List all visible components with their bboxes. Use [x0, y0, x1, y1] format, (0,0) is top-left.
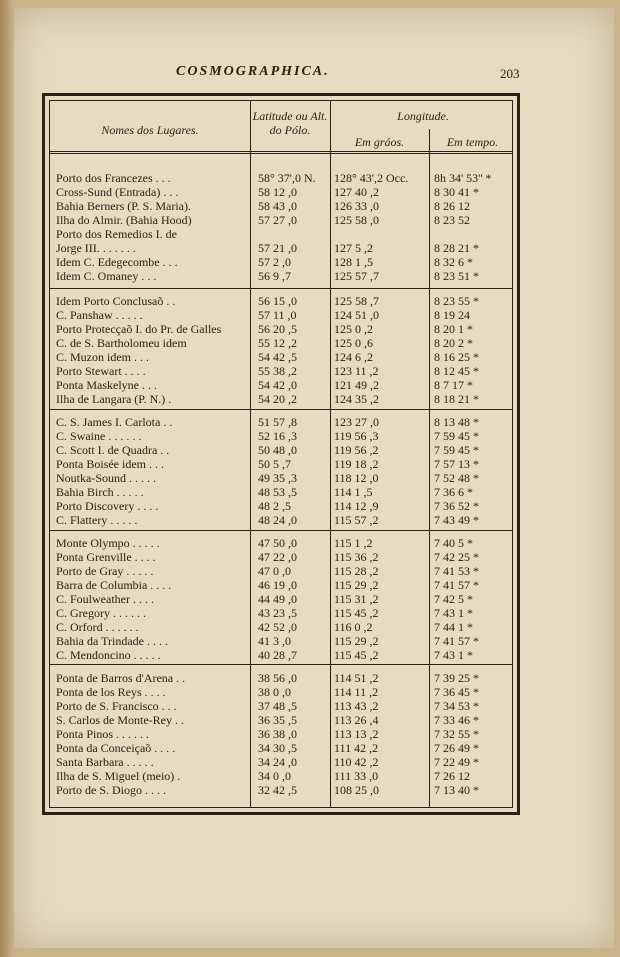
- longitude-degrees: 119 56 ,2: [334, 443, 379, 457]
- table-row: [50, 769, 512, 783]
- book-spine: [0, 0, 14, 957]
- table-row: [50, 536, 512, 550]
- latitude: 50 48 ,0: [258, 443, 297, 457]
- longitude-time: 8 18 21 *: [434, 392, 479, 406]
- place-name: Porto de S. Francisco . . .: [56, 699, 177, 713]
- place-name: Barra de Columbia . . . .: [56, 578, 172, 592]
- longitude-time: 7 34 53 *: [434, 699, 479, 713]
- latitude: 55 38 ,2: [258, 364, 297, 378]
- latitude: 48 24 ,0: [258, 513, 297, 527]
- latitude: 57 11 ,0: [258, 308, 297, 322]
- latitude: 48 2 ,5: [258, 499, 291, 513]
- place-name: C. Mendoncino . . . . .: [56, 648, 161, 662]
- longitude-degrees: 127 40 ,2: [334, 185, 379, 199]
- table-row: [50, 429, 512, 443]
- longitude-time: 8 16 25 *: [434, 350, 479, 364]
- table-row: [50, 755, 512, 769]
- longitude-time: 7 36 52 *: [434, 499, 479, 513]
- longitude-degrees: 125 0 ,6: [334, 336, 373, 350]
- place-name: Ponta Boisée idem . . .: [56, 457, 164, 471]
- longitude-degrees: 115 1 ,2: [334, 536, 373, 550]
- latitude: 54 42 ,0: [258, 378, 297, 392]
- latitude: 47 22 ,0: [258, 550, 297, 564]
- place-name: Monte Olympo . . . . .: [56, 536, 160, 550]
- longitude-time: 7 26 49 *: [434, 741, 479, 755]
- place-name: Idem C. Edegecombe . . .: [56, 255, 178, 269]
- latitude: 54 20 ,2: [258, 392, 297, 406]
- table-row: [50, 648, 512, 662]
- latitude: 56 20 ,5: [258, 322, 297, 336]
- table-row: [50, 564, 512, 578]
- longitude-degrees: 114 11 ,2: [334, 685, 379, 699]
- table-row: [50, 415, 512, 429]
- longitude-degrees: 115 45 ,2: [334, 606, 379, 620]
- table-row: [50, 620, 512, 634]
- longitude-time: 7 43 49 *: [434, 513, 479, 527]
- latitude: 40 28 ,7: [258, 648, 297, 662]
- latitude: 50 5 ,7: [258, 457, 291, 471]
- longitude-degrees: 127 5 ,2: [334, 241, 373, 255]
- place-name: C. Gregory . . . . . .: [56, 606, 146, 620]
- table-row: [50, 378, 512, 392]
- longitude-degrees: 113 43 ,2: [334, 699, 379, 713]
- place-name: Cross-Sund (Entrada) . . .: [56, 185, 179, 199]
- longitude-time: 8 28 21 *: [434, 241, 479, 255]
- longitude-time: 8 13 48 *: [434, 415, 479, 429]
- place-name: Porto Protecçaõ I. do Pr. de Galles: [56, 322, 222, 336]
- header-rule: [50, 151, 512, 154]
- table-row: [50, 471, 512, 485]
- longitude-degrees: 114 51 ,2: [334, 671, 379, 685]
- place-name: C. Panshaw . . . . .: [56, 308, 143, 322]
- table-row: [50, 727, 512, 741]
- longitude-time: 7 39 25 *: [434, 671, 479, 685]
- longitude-degrees: 110 42 ,2: [334, 755, 379, 769]
- latitude: 58 43 ,0: [258, 199, 297, 213]
- table-row: [50, 485, 512, 499]
- longitude-time: 7 36 45 *: [434, 685, 479, 699]
- longitude-degrees: 111 33 ,0: [334, 769, 379, 783]
- longitude-degrees: 115 45 ,2: [334, 648, 379, 662]
- place-name: C. S. James I. Carlota . .: [56, 415, 173, 429]
- latitude: 58 12 ,0: [258, 185, 297, 199]
- place-name: S. Carlos de Monte-Rey . .: [56, 713, 184, 727]
- table-row: [50, 294, 512, 308]
- longitude-time: 8 7 17 *: [434, 378, 473, 392]
- longitude-time: 8 20 2 *: [434, 336, 473, 350]
- longitude-degrees: 124 35 ,2: [334, 392, 379, 406]
- longitude-degrees: 113 26 ,4: [334, 713, 379, 727]
- longitude-time: 7 32 55 *: [434, 727, 479, 741]
- table-row: [50, 513, 512, 527]
- longitude-degrees: 124 6 ,2: [334, 350, 373, 364]
- table-row: [50, 350, 512, 364]
- place-name: Ponta da Conceiçaõ . . . .: [56, 741, 176, 755]
- longitude-time: 8 20 1 *: [434, 322, 473, 336]
- latitude: 57 21 ,0: [258, 241, 297, 255]
- latitude: 42 52 ,0: [258, 620, 297, 634]
- place-name: C. Swaine . . . . . .: [56, 429, 142, 443]
- latitude: 56 15 ,0: [258, 294, 297, 308]
- header-latitude: Latitude ou Alt. do Pólo.: [252, 109, 328, 137]
- latitude: 55 12 ,2: [258, 336, 297, 350]
- table-row: [50, 213, 512, 227]
- place-name: Noutka-Sound . . . . .: [56, 471, 156, 485]
- latitude: 38 0 ,0: [258, 685, 291, 699]
- latitude: 34 0 ,0: [258, 769, 291, 783]
- longitude-degrees: 128 1 ,5: [334, 255, 373, 269]
- place-name: C. Foulweather . . . .: [56, 592, 154, 606]
- latitude: 36 38 ,0: [258, 727, 297, 741]
- latitude: 44 49 ,0: [258, 592, 297, 606]
- latitude: 51 57 ,8: [258, 415, 297, 429]
- coordinates-table: [42, 93, 520, 815]
- longitude-time: 7 43 1 *: [434, 606, 473, 620]
- place-name: Bahia da Trindade . . . .: [56, 634, 168, 648]
- longitude-time: 8 30 41 *: [434, 185, 479, 199]
- place-name: Porto de Gray . . . . .: [56, 564, 154, 578]
- table-row: [50, 699, 512, 713]
- table-row: [50, 713, 512, 727]
- table-row: [50, 269, 512, 283]
- place-name: Porto de S. Diogo . . . .: [56, 783, 167, 797]
- latitude: 56 9 ,7: [258, 269, 291, 283]
- longitude-time: 8 12 45 *: [434, 364, 479, 378]
- table-row: [50, 322, 512, 336]
- latitude: 43 23 ,5: [258, 606, 297, 620]
- longitude-time: 7 52 48 *: [434, 471, 479, 485]
- place-name: Ponta Pinos . . . . . .: [56, 727, 150, 741]
- table-row: [50, 550, 512, 564]
- longitude-degrees: 119 18 ,2: [334, 457, 379, 471]
- latitude: 41 3 ,0: [258, 634, 291, 648]
- latitude: 34 24 ,0: [258, 755, 297, 769]
- table-row: [50, 336, 512, 350]
- longitude-degrees: 115 28 ,2: [334, 564, 379, 578]
- longitude-degrees: 113 13 ,2: [334, 727, 379, 741]
- table-row: [50, 671, 512, 685]
- longitude-degrees: 123 27 ,0: [334, 415, 379, 429]
- longitude-degrees: 115 36 ,2: [334, 550, 379, 564]
- longitude-time: 7 41 53 *: [434, 564, 479, 578]
- place-name: Ponta de los Reys . . . .: [56, 685, 166, 699]
- place-name: Ilha de S. Miguel (meio) .: [56, 769, 181, 783]
- longitude-degrees: 115 29 ,2: [334, 634, 379, 648]
- longitude-time: 8 32 6 *: [434, 255, 473, 269]
- place-name: C. Flattery . . . . .: [56, 513, 138, 527]
- longitude-time: 7 41 57 *: [434, 578, 479, 592]
- table-row: [50, 685, 512, 699]
- table-row: [50, 255, 512, 269]
- latitude: 36 35 ,5: [258, 713, 297, 727]
- place-name: Bahia Berners (P. S. Maria).: [56, 199, 191, 213]
- longitude-degrees: 116 0 ,2: [334, 620, 373, 634]
- place-name: C. Muzon idem . . .: [56, 350, 149, 364]
- longitude-degrees: 121 49 ,2: [334, 378, 379, 392]
- latitude: 54 42 ,5: [258, 350, 297, 364]
- longitude-degrees: 115 57 ,2: [334, 513, 379, 527]
- header-name: Nomes dos Lugares.: [101, 123, 199, 137]
- group-rule: [50, 664, 512, 665]
- table-row: [50, 392, 512, 406]
- table-row: [50, 457, 512, 471]
- longitude-time: 7 42 25 *: [434, 550, 479, 564]
- table-row: [50, 171, 512, 185]
- table-row: [50, 185, 512, 199]
- header-longitude: Longitude.: [397, 109, 449, 123]
- place-name: Ponta Maskelyne . . .: [56, 378, 157, 392]
- longitude-degrees: 118 12 ,0: [334, 471, 379, 485]
- place-name: C. de S. Bartholomeu idem: [56, 336, 187, 350]
- place-name: Porto dos Francezes . . .: [56, 171, 171, 185]
- table-row: [50, 578, 512, 592]
- place-name: C. Scott I. de Quadra . .: [56, 443, 170, 457]
- longitude-time: 8 26 12: [434, 199, 470, 213]
- longitude-degrees: 115 29 ,2: [334, 578, 379, 592]
- group-rule: [50, 288, 512, 289]
- place-name: Porto Discovery . . . .: [56, 499, 159, 513]
- table-row: [50, 741, 512, 755]
- latitude: 48 53 ,5: [258, 485, 297, 499]
- longitude-degrees: 126 33 ,0: [334, 199, 379, 213]
- table-row: [50, 308, 512, 322]
- longitude-degrees: 125 58 ,7: [334, 294, 379, 308]
- longitude-time: 7 42 5 *: [434, 592, 473, 606]
- longitude-time: 8 23 55 *: [434, 294, 479, 308]
- longitude-time: 7 41 57 *: [434, 634, 479, 648]
- longitude-time: 8 23 51 *: [434, 269, 479, 283]
- latitude: 57 2 ,0: [258, 255, 291, 269]
- longitude-time: 7 59 45 *: [434, 429, 479, 443]
- table-row: [50, 227, 512, 241]
- place-name: Idem C. Omaney . . .: [56, 269, 157, 283]
- latitude: 49 35 ,3: [258, 471, 297, 485]
- longitude-degrees: 124 51 ,0: [334, 308, 379, 322]
- table-row: [50, 241, 512, 255]
- longitude-degrees: 115 31 ,2: [334, 592, 379, 606]
- latitude: 34 30 ,5: [258, 741, 297, 755]
- latitude: 52 16 ,3: [258, 429, 297, 443]
- table-row: [50, 364, 512, 378]
- longitude-time: 7 36 6 *: [434, 485, 473, 499]
- longitude-degrees: 108 25 ,0: [334, 783, 379, 797]
- latitude: 37 48 ,5: [258, 699, 297, 713]
- table-row: [50, 606, 512, 620]
- longitude-time: 7 22 49 *: [434, 755, 479, 769]
- place-name: Santa Barbara . . . . .: [56, 755, 154, 769]
- longitude-time: 7 57 13 *: [434, 457, 479, 471]
- place-name: Porto Stewart . . . .: [56, 364, 146, 378]
- longitude-degrees: 123 11 ,2: [334, 364, 379, 378]
- longitude-degrees: 111 42 ,2: [334, 741, 379, 755]
- longitude-degrees: 128° 43',2 Occ.: [334, 171, 409, 185]
- place-name: C. Orford . . . . . .: [56, 620, 139, 634]
- longitude-time: 7 59 45 *: [434, 443, 479, 457]
- place-name: Idem Porto Conclusaõ . .: [56, 294, 176, 308]
- place-name: Ilha do Almir. (Bahia Hood): [56, 213, 192, 227]
- longitude-degrees: 119 56 ,3: [334, 429, 379, 443]
- longitude-time: 7 43 1 *: [434, 648, 473, 662]
- latitude: 47 50 ,0: [258, 536, 297, 550]
- latitude: 32 42 ,5: [258, 783, 297, 797]
- page-number: 203: [500, 66, 520, 81]
- longitude-time: 7 26 12: [434, 769, 470, 783]
- longitude-time: 7 33 46 *: [434, 713, 479, 727]
- place-name: Ilha de Langara (P. N.) .: [56, 392, 172, 406]
- table-row: [50, 199, 512, 213]
- longitude-time: 7 44 1 *: [434, 620, 473, 634]
- longitude-time: 7 40 5 *: [434, 536, 473, 550]
- table-row: [50, 634, 512, 648]
- longitude-time: 8h 34' 53'' *: [434, 171, 492, 185]
- place-name: Ponta Grenville . . . .: [56, 550, 156, 564]
- longitude-time: 7 13 40 *: [434, 783, 479, 797]
- longitude-degrees: 125 58 ,0: [334, 213, 379, 227]
- longitude-time: 8 23 52: [434, 213, 470, 227]
- table-row: [50, 592, 512, 606]
- longitude-degrees: 114 12 ,9: [334, 499, 379, 513]
- place-name: Ponta de Barros d'Arena . .: [56, 671, 186, 685]
- longitude-degrees: 125 0 ,2: [334, 322, 373, 336]
- table-row: [50, 783, 512, 797]
- header-degrees: Em gráos.: [354, 135, 405, 149]
- latitude: 57 27 ,0: [258, 213, 297, 227]
- latitude: 46 19 ,0: [258, 578, 297, 592]
- latitude: 58° 37',0 N.: [258, 171, 316, 185]
- place-name: Jorge III. . . . . . .: [56, 241, 136, 255]
- place-name: Porto dos Remedios I. de: [56, 227, 177, 241]
- latitude: 47 0 ,0: [258, 564, 291, 578]
- longitude-degrees: 114 1 ,5: [334, 485, 373, 499]
- longitude-degrees: 125 57 ,7: [334, 269, 379, 283]
- table-inner: [49, 100, 513, 808]
- group-rule: [50, 530, 512, 531]
- group-rule: [50, 409, 512, 410]
- place-name: Bahia Birch . . . . .: [56, 485, 144, 499]
- longitude-time: 8 19 24: [434, 308, 470, 322]
- table-row: [50, 499, 512, 513]
- latitude: 38 56 ,0: [258, 671, 297, 685]
- header-time: Em tempo.: [446, 135, 499, 149]
- running-head: COSMOGRAPHICA.: [176, 64, 330, 79]
- table-row: [50, 443, 512, 457]
